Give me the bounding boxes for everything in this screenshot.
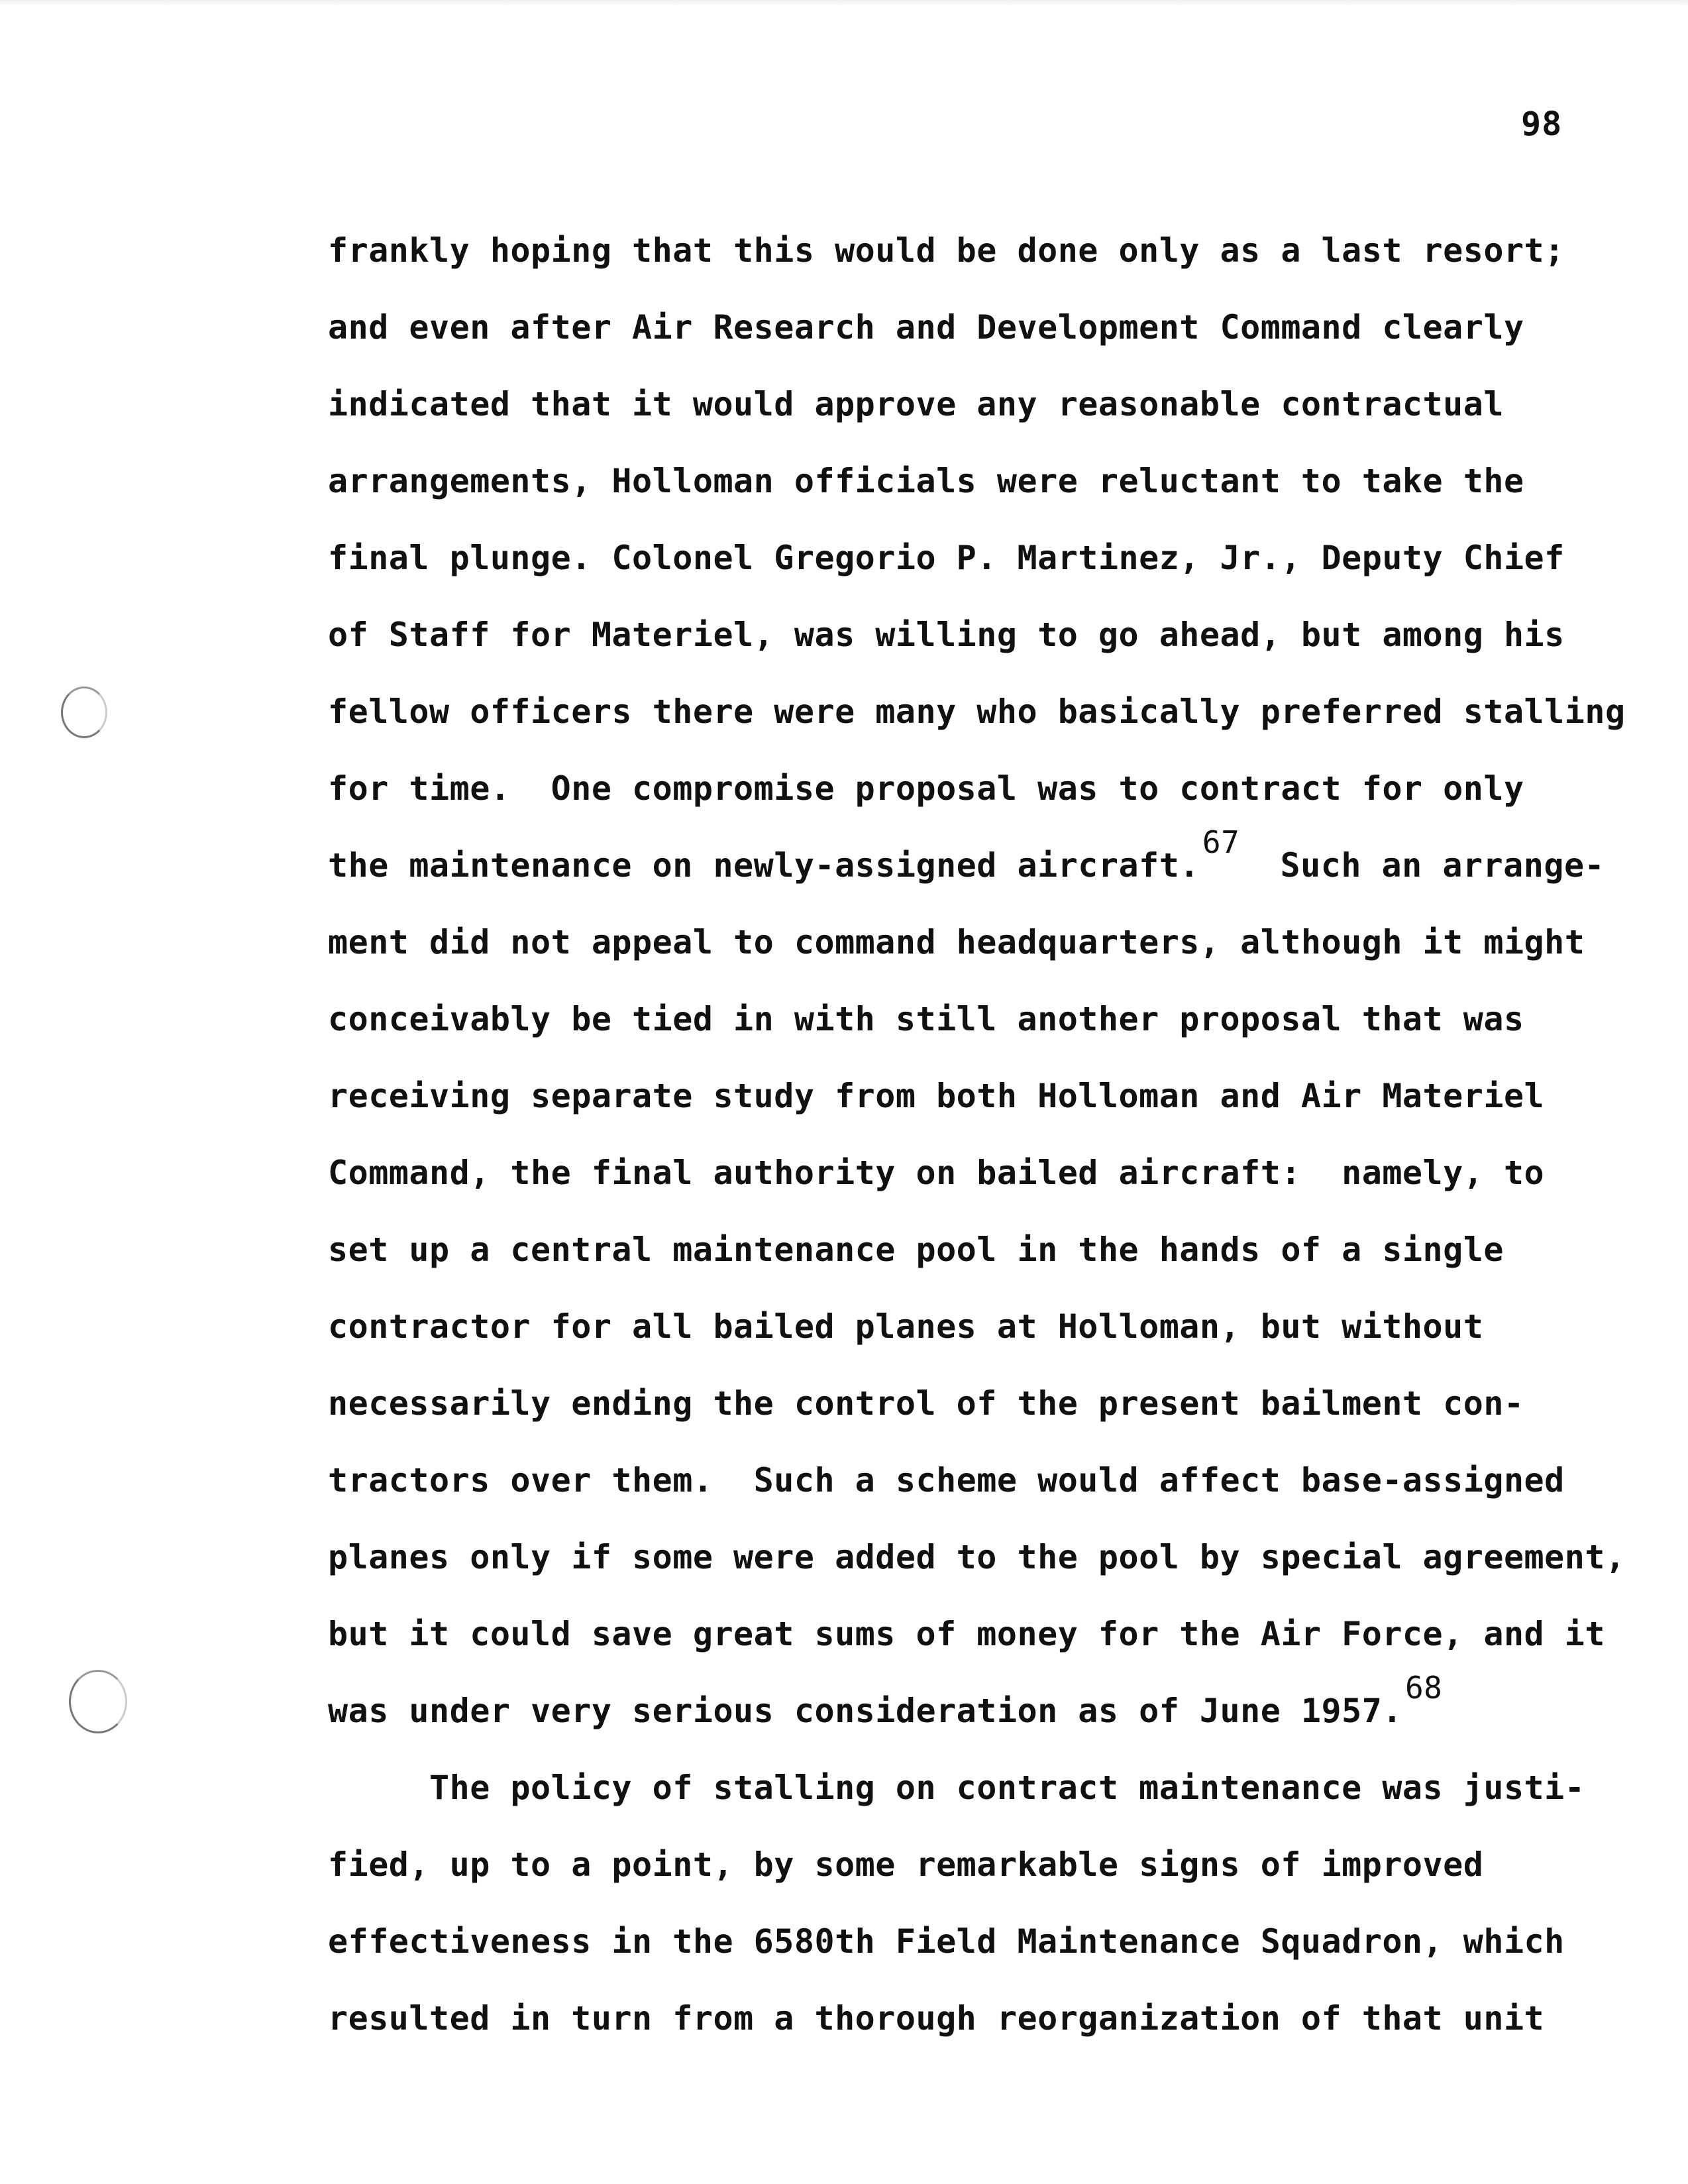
text-line: conceivably be tied in with still another proposal that was xyxy=(328,1000,1524,1038)
text-line: the maintenance on newly-assigned aircraft.67 Such an arrange- xyxy=(328,846,1605,886)
page-top-edge xyxy=(0,0,1688,7)
text-line: fied, up to a point, by some remarkable signs of improved xyxy=(328,1845,1484,1884)
text-line: tractors over them. Such a scheme would affect base-assigned xyxy=(328,1461,1565,1500)
text-line: frankly hoping that this would be done only as a last resort; xyxy=(328,231,1565,270)
text-line: and even after Air Research and Development Command clearly xyxy=(328,308,1524,347)
punch-hole-lower xyxy=(69,1670,127,1733)
text-line: contractor for all bailed planes at Holloman, but without xyxy=(328,1307,1484,1346)
page-number: 98 xyxy=(1521,105,1563,143)
punch-hole-upper xyxy=(61,686,107,738)
text-line: effectiveness in the 6580th Field Maintenance Squadron, which xyxy=(328,1922,1565,1961)
text-line: resulted in turn from a thorough reorganization of that unit xyxy=(328,1999,1545,2038)
text-line: was under very serious consideration as of June 1957.68 xyxy=(328,1691,1442,1731)
text-line: receiving separate study from both Holloman and Air Materiel xyxy=(328,1077,1545,1115)
text-line: indicated that it would approve any reasonable contractual xyxy=(328,385,1504,423)
text-line: planes only if some were added to the pool by special agreement, xyxy=(328,1538,1626,1576)
text-line: set up a central maintenance pool in the hands of a single xyxy=(328,1230,1504,1269)
text-line: fellow officers there were many who basically preferred stalling xyxy=(328,692,1626,731)
text-line: Command, the final authority on bailed aircraft: namely, to xyxy=(328,1154,1545,1192)
text-line: of Staff for Materiel, was willing to go ahead, but among his xyxy=(328,616,1565,654)
text-line: The policy of stalling on contract maintenance was justi- xyxy=(328,1769,1585,1807)
text-line: final plunge. Colonel Gregorio P. Martinez, Jr., Deputy Chief xyxy=(328,539,1565,577)
text-line: ment did not appeal to command headquarters, although it might xyxy=(328,923,1585,961)
footnote-ref: 67 xyxy=(1202,824,1240,860)
text-line: for time. One compromise proposal was to contract for only xyxy=(328,769,1524,808)
footnote-ref: 68 xyxy=(1404,1670,1443,1706)
text-line: but it could save great sums of money for the Air Force, and it xyxy=(328,1615,1605,1653)
text-line: necessarily ending the control of the present bailment con- xyxy=(328,1384,1524,1423)
text-line: arrangements, Holloman officials were reluctant to take the xyxy=(328,462,1524,500)
